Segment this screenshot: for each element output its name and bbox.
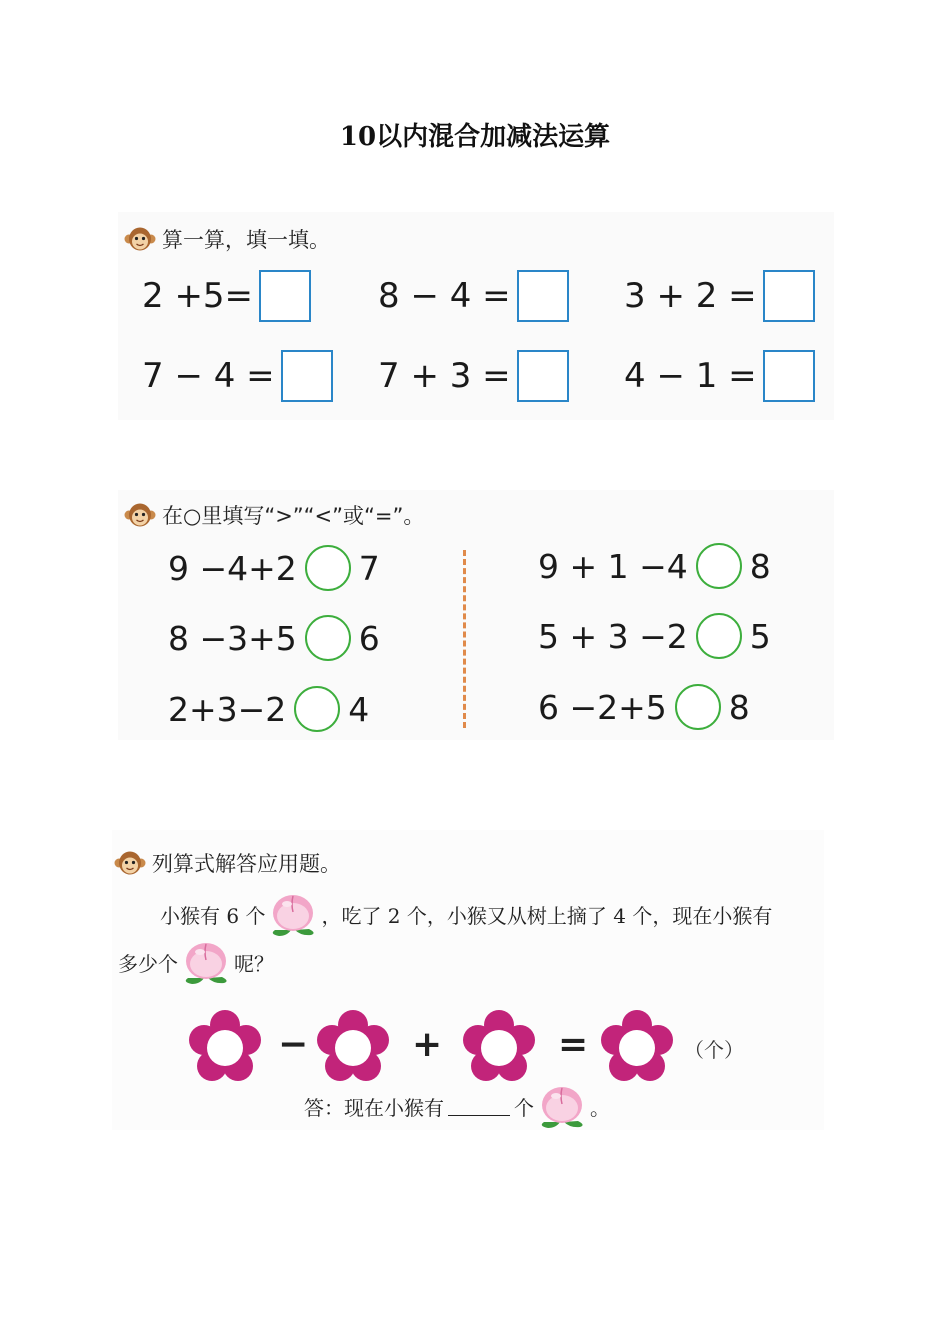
flower-icon[interactable] bbox=[316, 1010, 390, 1084]
compare-expr: 9 + 1 −4 bbox=[538, 546, 688, 586]
equation-5-text: 7 + 3 = bbox=[378, 356, 511, 396]
equation-5 bbox=[378, 350, 569, 402]
problem-text-c: 多少个 bbox=[118, 951, 178, 976]
compare-expr: 5 + 3 −2 bbox=[538, 616, 688, 656]
answer-text-c: 。 bbox=[590, 1095, 610, 1120]
problem-line-2 bbox=[118, 938, 274, 986]
compare-right-1 bbox=[538, 543, 771, 589]
compare-circle[interactable] bbox=[696, 543, 742, 589]
compare-rhs: 5 bbox=[749, 616, 771, 656]
compare-expr: 8 −3+5 bbox=[168, 618, 297, 658]
problem-line-1 bbox=[160, 890, 772, 938]
monkey-icon bbox=[124, 226, 156, 252]
compare-rhs: 8 bbox=[728, 687, 750, 727]
equation-3-text: 3 + 2 = bbox=[624, 276, 757, 316]
flower-icon[interactable] bbox=[188, 1010, 262, 1084]
compare-circle[interactable] bbox=[696, 613, 742, 659]
dashed-divider bbox=[463, 550, 466, 728]
equation-6 bbox=[624, 350, 815, 402]
equation-1 bbox=[142, 270, 311, 322]
compare-rhs: 7 bbox=[358, 548, 380, 588]
equation-1-text: 2 +5= bbox=[142, 276, 254, 316]
monkey-icon bbox=[114, 850, 146, 876]
answer-text-a: 答：现在小猴有 bbox=[304, 1095, 444, 1120]
problem-text-d: 呢？ bbox=[234, 951, 274, 976]
answer-text-b: 个 bbox=[514, 1095, 534, 1120]
problem-text-b: ，吃了 2 个，小猴又从树上摘了 4 个，现在小猴有 bbox=[321, 903, 773, 928]
compare-circle[interactable] bbox=[305, 545, 351, 591]
compare-expr: 9 −4+2 bbox=[168, 548, 297, 588]
equation-3 bbox=[624, 270, 815, 322]
monkey-icon bbox=[124, 502, 156, 528]
compare-circle[interactable] bbox=[305, 615, 351, 661]
flower-icon[interactable] bbox=[462, 1010, 536, 1084]
answer-box[interactable] bbox=[517, 350, 569, 402]
answer-blank[interactable] bbox=[448, 1097, 510, 1116]
compare-expr: 2+3−2 bbox=[168, 689, 287, 729]
answer-box[interactable] bbox=[281, 350, 333, 402]
compare-left-2 bbox=[168, 615, 380, 661]
compare-right-3 bbox=[538, 684, 750, 730]
compare-rhs: 8 bbox=[749, 546, 771, 586]
compare-right-2 bbox=[538, 613, 771, 659]
answer-line bbox=[304, 1082, 610, 1130]
equation-2-text: 8 − 4 = bbox=[378, 276, 511, 316]
compare-circle[interactable] bbox=[294, 686, 340, 732]
compare-left-1 bbox=[168, 545, 380, 591]
section1-heading-text: 算一算，填一填。 bbox=[162, 228, 330, 252]
equals-sign: = bbox=[558, 1024, 589, 1065]
section3-heading bbox=[114, 848, 341, 878]
compare-rhs: 4 bbox=[348, 689, 370, 729]
section3-heading-text: 列算式解答应用题。 bbox=[152, 852, 341, 876]
peach-icon bbox=[180, 938, 232, 986]
answer-box[interactable] bbox=[517, 270, 569, 322]
flower-icon[interactable] bbox=[600, 1010, 674, 1084]
compare-rhs: 6 bbox=[358, 618, 380, 658]
section2-heading bbox=[124, 500, 424, 530]
answer-box[interactable] bbox=[763, 270, 815, 322]
equation-4 bbox=[142, 350, 333, 402]
peach-icon bbox=[267, 890, 319, 938]
minus-sign: − bbox=[278, 1024, 309, 1065]
equation-2 bbox=[378, 270, 569, 322]
equation-6-text: 4 − 1 = bbox=[624, 356, 757, 396]
compare-circle[interactable] bbox=[675, 684, 721, 730]
section1-heading bbox=[124, 224, 330, 254]
section2-heading-text: 在○里填写“>”“<”或“=”。 bbox=[162, 504, 425, 528]
unit-label: （个） bbox=[684, 1038, 744, 1062]
answer-box[interactable] bbox=[259, 270, 311, 322]
equation-4-text: 7 − 4 = bbox=[142, 356, 275, 396]
compare-left-3 bbox=[168, 686, 369, 732]
answer-box[interactable] bbox=[763, 350, 815, 402]
compare-expr: 6 −2+5 bbox=[538, 687, 667, 727]
plus-sign: + bbox=[412, 1024, 443, 1065]
problem-text-a: 小猴有 6 个 bbox=[160, 903, 266, 928]
peach-icon bbox=[536, 1082, 588, 1130]
page-title: 10以内混合加减法运算 bbox=[339, 122, 611, 152]
